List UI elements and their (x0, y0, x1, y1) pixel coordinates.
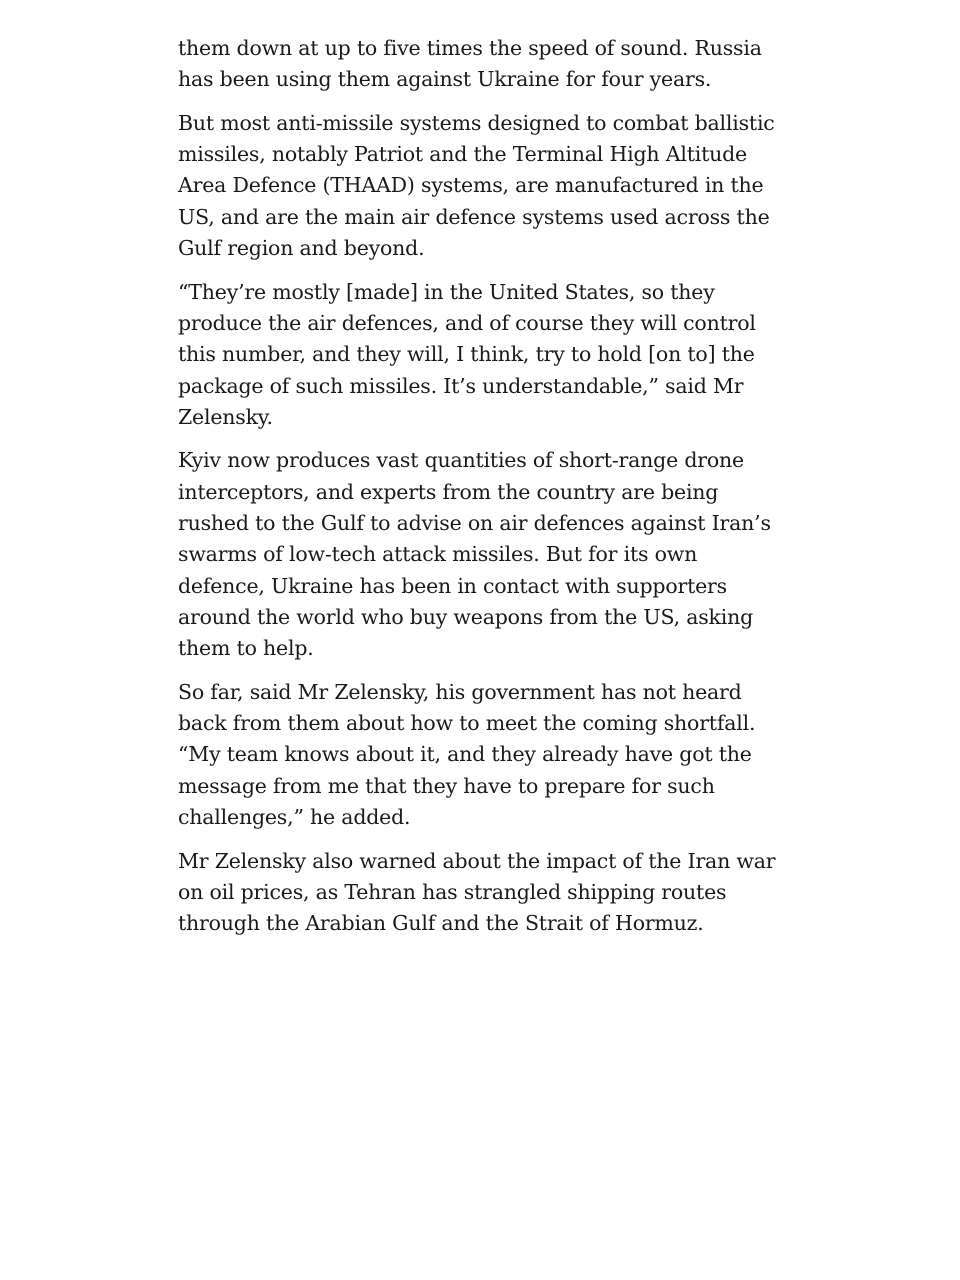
article-paragraph: Kyiv now produces vast quantities of short-range drone interceptors, and experts from the country are being rushed to the Gulf to advise on air defences against Iran’s swarms of low-tech attack missiles. But for its own defence, Ukraine has been in contact with supporters around the world who buy weapons from the US, asking them to help. (178, 448, 771, 661)
article-paragraph: Mr Zelensky also warned about the impact of the Iran war on oil prices, as Tehran has strangled shipping routes through the Arabian Gulf and the Strait of Hormuz. (178, 848, 776, 936)
article-paragraph: So far, said Mr Zelensky, his government has not heard back from them about how to meet the coming shortfall. “My team knows about it, and they already have got the message from me that they have to prepare for such challenges,” he added. (178, 679, 756, 830)
article-body (178, 33, 788, 952)
article-paragraph: But most anti-missile systems designed to combat ballistic missiles, notably Patriot and the Terminal High Altitude Area Defence (THAAD) systems, are manufactured in the US, and are the main air defence systems used across the Gulf region and beyond. (178, 110, 775, 261)
article-paragraph: them down at up to five times the speed of sound. Russia has been using them against Ukraine for four years. (178, 36, 762, 92)
article-paragraph: “They’re mostly [made] in the United States, so they produce the air defences, and of course they will control this number, and they will, I think, try to hold [on to] the package of such missiles. It’s understandable,” said Mr Zelensky. (178, 279, 756, 429)
